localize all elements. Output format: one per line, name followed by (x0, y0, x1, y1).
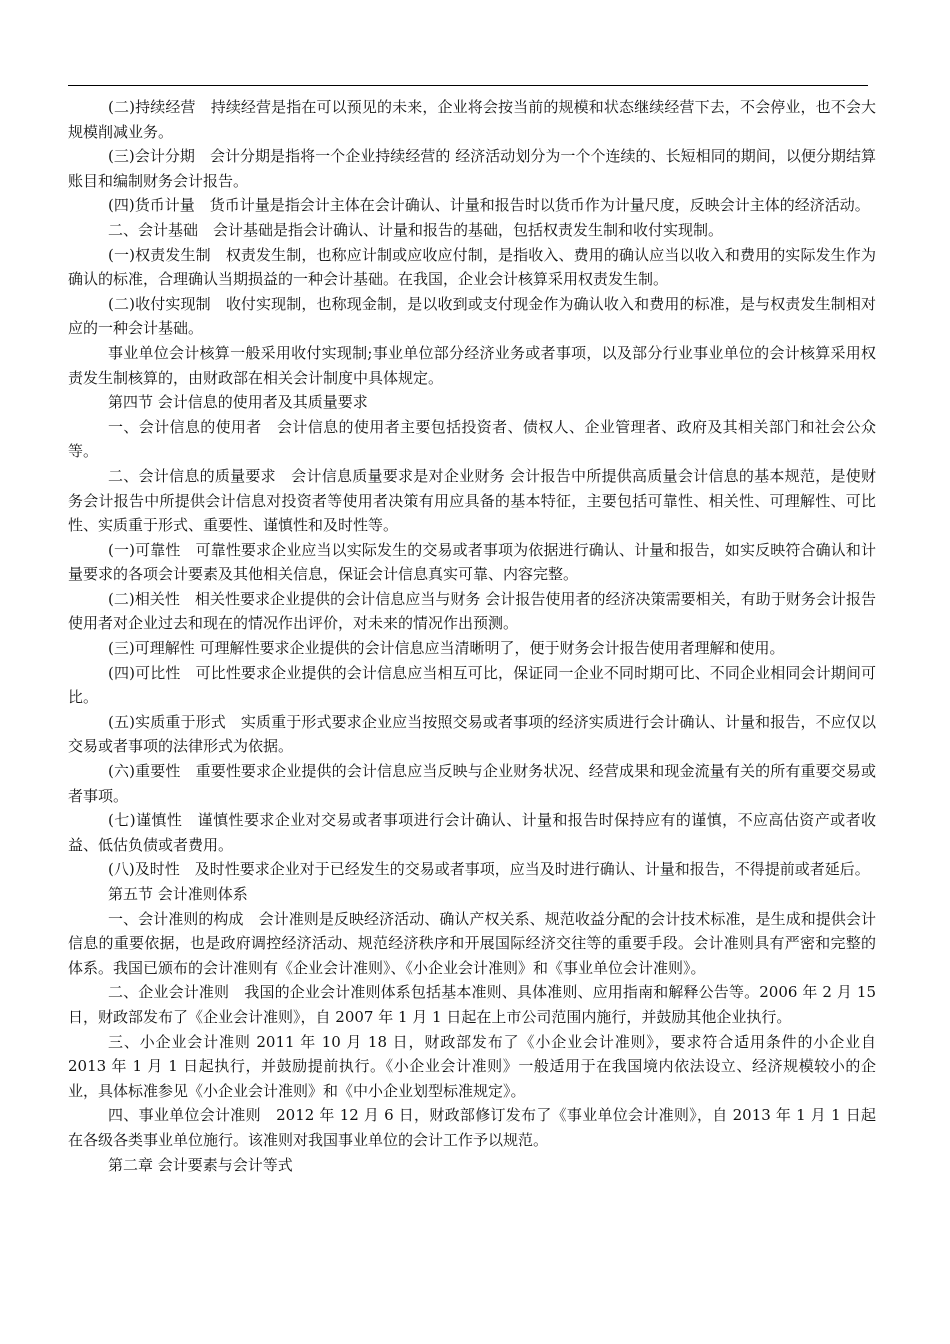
paragraph: 三、小企业会计准则 2011 年 10 月 18 日，财政部发布了《小企业会计准则》，要求符合适用条件的小企业自 2013 年 1 月 1 日起执行，并鼓励提前执行。《小企业会计准则》一般适用于在我国境内依法设立、经济规模较小的企业，具体标准参见《小企业会计准则》和《中小企业划型标准规定》。 (68, 1032, 876, 1100)
paragraph: 四、事业单位会计准则 2012 年 12 月 6 日，财政部修订发布了《事业单位会计准则》，自 2013 年 1 月 1 日起在各级各类事业单位施行。该准则对我国事业单位的会计工作予以规范。 (68, 1106, 876, 1149)
paragraph: (五)实质重于形式 实质重于形式要求企业应当按照交易或者事项的经济实质进行会计确认、计量和报告，不应仅以交易或者事项的法律形式为依据。 (68, 712, 876, 756)
paragraph: 二、企业会计准则 我国的企业会计准则体系包括基本准则、具体准则、应用指南和解释公告等。2006 年 2 月 15 日，财政部发布了《企业会计准则》，自 2007 年 1 月 1 日起在上市公司范围内施行，并鼓励其他企业执行。 (68, 983, 876, 1026)
paragraph: 二、会计信息的质量要求 会计信息质量要求是对企业财务 会计报告中所提供高质量会计信息的基本规范，是使财务会计报告中所提供会计信息对投资者等使用者决策有用应具备的基本特征，主要包括可靠性、相关性、可理解性、可比性、实质重于形式、重要性、谨慎性和及时性等。 (68, 466, 876, 535)
paragraph: (四)货币计量 货币计量是指会计主体在会计确认、计量和报告时以货币作为计量尺度，反映会计主体的经济活动。 (108, 196, 870, 215)
document-body (68, 95, 876, 1177)
paragraph: (三)会计分期 会计分期是指将一个企业持续经营的 经济活动划分为一个个连续的、长短相同的期间，以便分期结算账目和编制财务会计报告。 (68, 147, 876, 190)
paragraph: 二、会计基础 会计基础是指会计确认、计量和报告的基础，包括权责发生制和收付实现制。 (108, 220, 724, 239)
paragraph: (二)持续经营 持续经营是指在可以预见的未来，企业将会按当前的规模和状态继续经营下去，不会停业，也不会大规模削减业务。 (68, 98, 876, 141)
paragraph: (七)谨慎性 谨慎性要求企业对交易或者事项进行会计确认、计量和报告时保持应有的谨慎，不应高估资产或者收益、低估负债或者费用。 (68, 811, 876, 854)
paragraph: (一)权责发生制 权责发生制，也称应计制或应收应付制，是指收入、费用的确认应当以收入和费用的实际发生作为确认的标准，合理确认当期损益的一种会计基础。在我国，企业会计核算采用权责发生制。 (68, 245, 876, 289)
paragraph: (一)可靠性 可靠性要求企业应当以实际发生的交易或者事项为依据进行确认、计量和报告，如实反映符合确认和计量要求的各项会计要素及其他相关信息，保证会计信息真实可靠、内容完整。 (68, 540, 876, 584)
chapter-heading: 第二章 会计要素与会计等式 (108, 1155, 293, 1174)
paragraph: 一、会计准则的构成 会计准则是反映经济活动、确认产权关系、规范收益分配的会计技术标准，是生成和提供会计信息的重要依据，也是政府调控经济活动、规范经济秩序和开展国际经济交往等的重要手段。会计准则具有严密和完整的体系。我国已颁布的会计准则有《企业会计准则》、《小企业会计准则》和《事业单位会计准则》。 (68, 909, 876, 977)
paragraph: 一、会计信息的使用者 会计信息的使用者主要包括投资者、债权人、企业管理者、政府及其相关部门和社会公众等。 (68, 417, 876, 461)
paragraph: (二)相关性 相关性要求企业提供的会计信息应当与财务 会计报告使用者的经济决策需要相关，有助于财务会计报告使用者对企业过去和现在的情况作出评价，对未来的情况作出预测。 (68, 589, 876, 633)
header-rule (68, 85, 868, 86)
paragraph: (八)及时性 及时性要求企业对于已经发生的交易或者事项，应当及时进行确认、计量和报告，不得提前或者延后。 (108, 860, 870, 879)
paragraph: (二)收付实现制 收付实现制，也称现金制，是以收到或支付现金作为确认收入和费用的标准，是与权责发生制相对应的一种会计基础。 (68, 294, 876, 338)
paragraph: (三)可理解性 可理解性要求企业提供的会计信息应当清晰明了，便于财务会计报告使用者理解和使用。 (108, 639, 785, 658)
paragraph: (四)可比性 可比性要求企业提供的会计信息应当相互可比，保证同一企业不同时期可比、不同企业相同会计期间可比。 (68, 663, 876, 707)
section-heading: 第五节 会计准则体系 (108, 885, 248, 903)
paragraph: 事业单位会计核算一般采用收付实现制;事业单位部分经济业务或者事项，以及部分行业事业单位的会计核算采用权责发生制核算的，由财政部在相关会计制度中具体规定。 (68, 343, 876, 387)
section-heading: 第四节 会计信息的使用者及其质量要求 (108, 393, 368, 412)
paragraph: (六)重要性 重要性要求企业提供的会计信息应当反映与企业财务状况、经营成果和现金流量有关的所有重要交易或者事项。 (68, 762, 876, 805)
